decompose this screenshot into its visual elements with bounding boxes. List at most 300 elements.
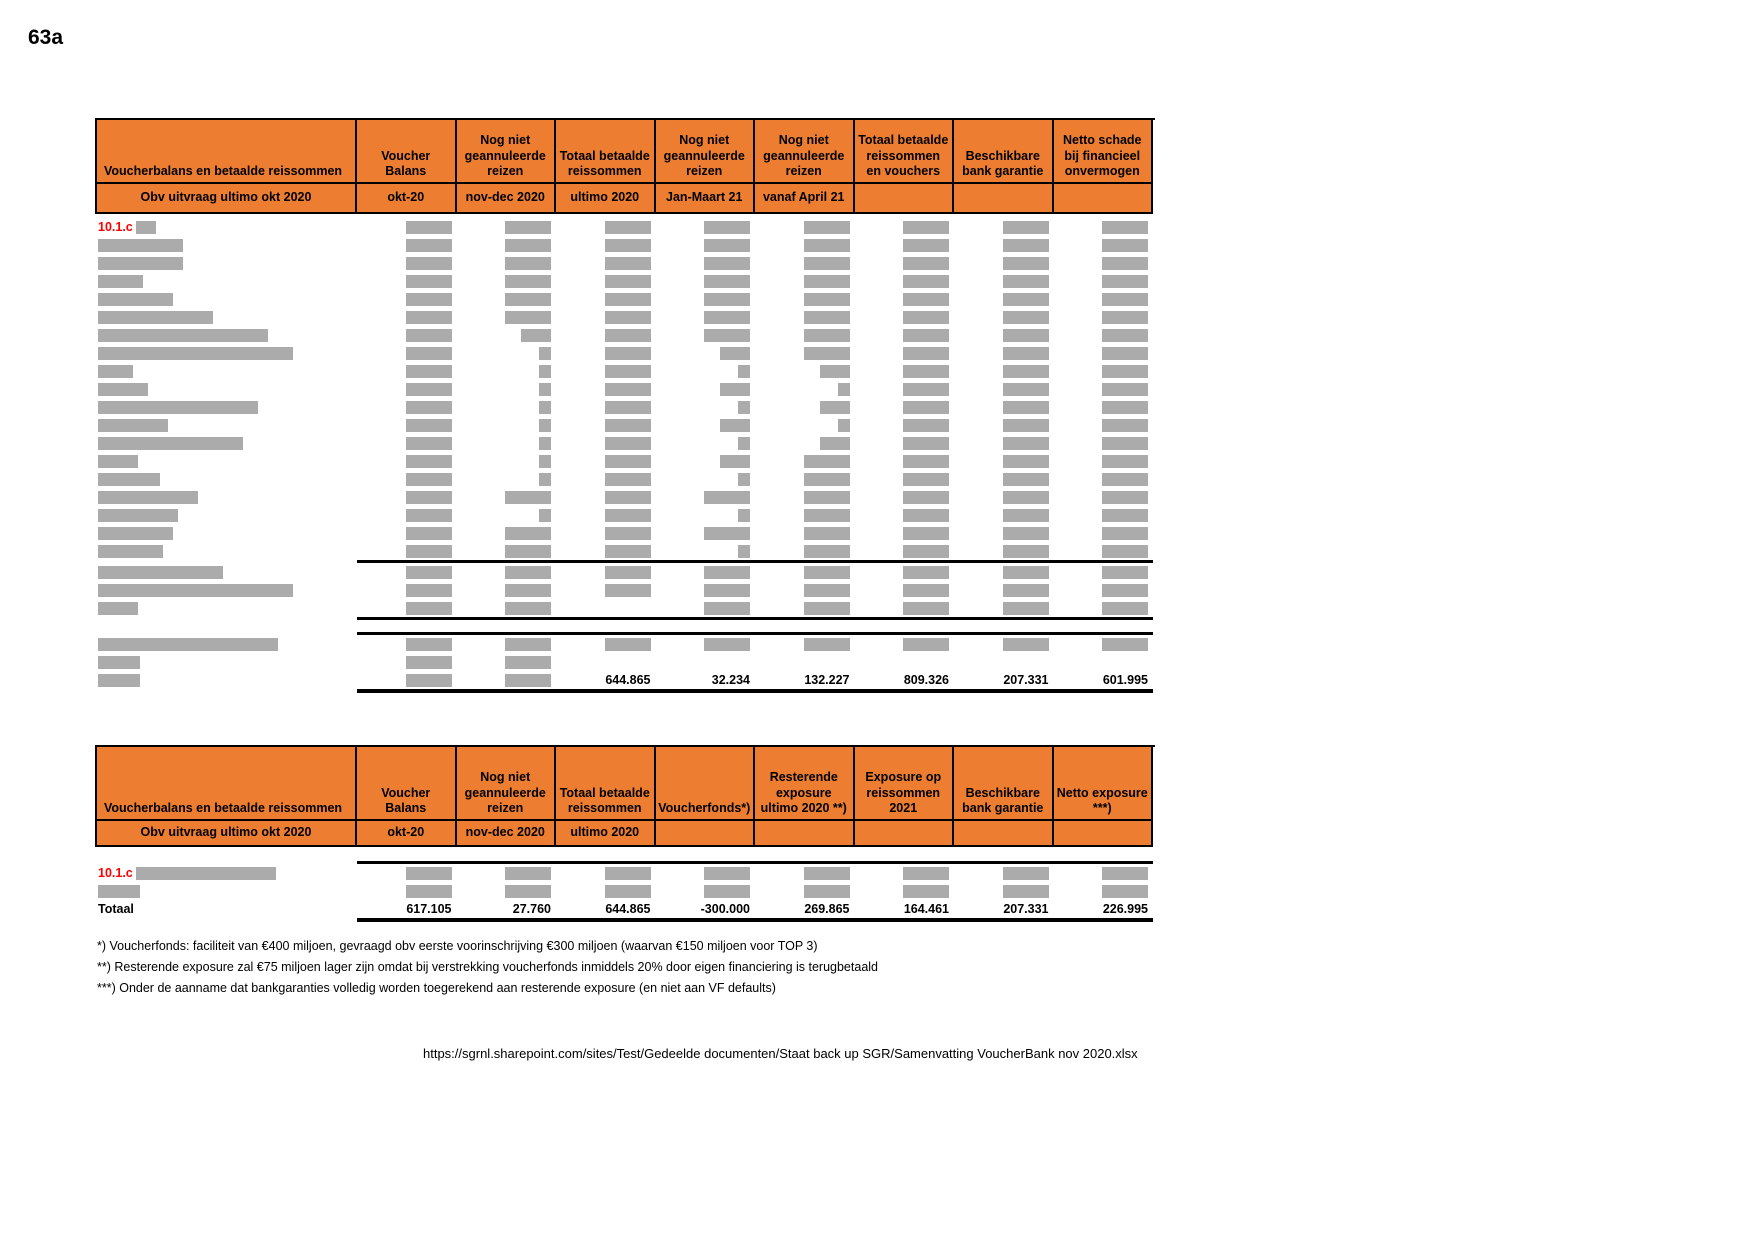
redacted-value-bar xyxy=(406,674,452,687)
column-header-title-7: Exposure op reissommen 2021 xyxy=(855,747,955,821)
value-cell xyxy=(656,344,756,362)
redacted-value-bar xyxy=(505,275,551,288)
table-voucherbalans-detail xyxy=(95,118,1155,693)
value-cell xyxy=(457,452,557,470)
value-cell xyxy=(954,599,1054,617)
redacted-value-bar xyxy=(605,437,651,450)
redacted-value-bar xyxy=(406,584,452,597)
value-cell xyxy=(556,344,656,362)
value-cell xyxy=(855,581,955,599)
total-value: 164.461 xyxy=(903,902,949,916)
column-header-title-1: Voucherbalans en betaalde reissommen xyxy=(97,120,357,184)
redacted-value-bar xyxy=(406,491,452,504)
redacted-value-bar xyxy=(1003,347,1049,360)
name-cell xyxy=(97,272,357,290)
value-cell xyxy=(556,900,656,918)
column-header-title-9: Netto schade bij financieel onvermogen xyxy=(1054,120,1154,184)
value-cell xyxy=(357,635,457,653)
value-cell xyxy=(954,524,1054,542)
value-cell xyxy=(357,398,457,416)
redacted-value-bar xyxy=(406,275,452,288)
column-header-sub-2: okt-20 xyxy=(357,821,457,847)
name-cell xyxy=(97,326,357,344)
redacted-value-bar xyxy=(1102,455,1148,468)
redacted-value-bar xyxy=(903,401,949,414)
value-cell xyxy=(357,488,457,506)
redacted-value-bar xyxy=(521,329,551,342)
total-value: 207.331 xyxy=(1003,673,1049,687)
redacted-value-bar xyxy=(704,239,750,252)
value-cell xyxy=(755,900,855,918)
column-header-sub-7 xyxy=(855,184,955,214)
value-cell xyxy=(855,416,955,434)
redacted-value-bar xyxy=(903,239,949,252)
name-cell xyxy=(97,882,357,900)
redacted-value-bar xyxy=(605,257,651,270)
value-cell xyxy=(457,524,557,542)
name-cell xyxy=(97,398,357,416)
value-cell xyxy=(755,470,855,488)
redacted-value-bar xyxy=(903,867,949,880)
name-cell xyxy=(97,900,357,918)
value-cell xyxy=(755,563,855,581)
redacted-value-bar xyxy=(804,311,850,324)
column-header-title-1: Voucherbalans en betaalde reissommen xyxy=(97,747,357,821)
redacted-name-bar xyxy=(98,545,163,558)
redacted-value-bar xyxy=(406,311,452,324)
redacted-value-bar xyxy=(720,455,750,468)
redacted-value-bar xyxy=(1102,473,1148,486)
column-header-sub-6: vanaf April 21 xyxy=(755,184,855,214)
redacted-value-bar xyxy=(605,293,651,306)
redacted-name-bar xyxy=(98,347,293,360)
column-header-title-2: Voucher Balans xyxy=(357,747,457,821)
value-cell xyxy=(1054,380,1154,398)
total-row-label: Totaal xyxy=(98,902,134,916)
table-row xyxy=(97,524,1155,542)
column-header-sub-8 xyxy=(954,184,1054,214)
redacted-value-bar xyxy=(406,509,452,522)
redacted-value-bar xyxy=(1102,275,1148,288)
redacted-value-bar xyxy=(505,491,551,504)
value-cell xyxy=(556,599,656,617)
value-cell xyxy=(954,653,1054,671)
value-cell xyxy=(357,272,457,290)
redacted-value-bar xyxy=(605,365,651,378)
redacted-value-bar xyxy=(505,311,551,324)
value-cell xyxy=(656,488,756,506)
value-cell xyxy=(954,671,1054,689)
total-value: 269.865 xyxy=(804,902,850,916)
redacted-value-bar xyxy=(1003,419,1049,432)
redacted-value-bar xyxy=(605,509,651,522)
table-row xyxy=(97,398,1155,416)
value-cell xyxy=(357,524,457,542)
value-cell xyxy=(1054,236,1154,254)
value-cell xyxy=(656,236,756,254)
redacted-value-bar xyxy=(505,545,551,558)
redacted-value-bar xyxy=(903,437,949,450)
value-cell xyxy=(954,563,1054,581)
value-cell xyxy=(954,344,1054,362)
total-value: 226.995 xyxy=(1102,902,1148,916)
redacted-value-bar xyxy=(903,638,949,651)
value-cell xyxy=(855,506,955,524)
value-cell xyxy=(656,362,756,380)
redacted-value-bar xyxy=(539,383,551,396)
redacted-name-bar xyxy=(98,527,173,540)
value-cell xyxy=(556,882,656,900)
value-cell xyxy=(855,272,955,290)
value-cell xyxy=(1054,326,1154,344)
table-exposure-summary xyxy=(95,745,1155,922)
value-cell xyxy=(357,236,457,254)
redacted-value-bar xyxy=(804,545,850,558)
redacted-name-bar xyxy=(98,365,133,378)
redacted-value-bar xyxy=(738,365,750,378)
redacted-value-bar xyxy=(605,275,651,288)
value-cell xyxy=(656,900,756,918)
redacted-value-bar xyxy=(1003,509,1049,522)
redacted-value-bar xyxy=(903,885,949,898)
redacted-value-bar xyxy=(406,401,452,414)
value-cell xyxy=(556,380,656,398)
redacted-value-bar xyxy=(1102,329,1148,342)
value-cell xyxy=(656,380,756,398)
redacted-value-bar xyxy=(704,329,750,342)
column-header-sub-6 xyxy=(755,821,855,847)
value-cell xyxy=(457,488,557,506)
value-cell xyxy=(357,380,457,398)
redacted-name-bar xyxy=(98,419,168,432)
redacted-value-bar xyxy=(720,347,750,360)
name-cell xyxy=(97,380,357,398)
redacted-value-bar xyxy=(406,437,452,450)
value-cell xyxy=(1054,488,1154,506)
value-cell xyxy=(855,308,955,326)
value-cell xyxy=(556,506,656,524)
redacted-value-bar xyxy=(1003,311,1049,324)
value-cell xyxy=(556,452,656,470)
redacted-value-bar xyxy=(605,527,651,540)
column-header-title-8: Beschikbare bank garantie xyxy=(954,747,1054,821)
redacted-value-bar xyxy=(505,527,551,540)
redacted-value-bar xyxy=(1102,638,1148,651)
redacted-name-bar xyxy=(98,257,183,270)
redacted-value-bar xyxy=(605,221,651,234)
page-number-label: 63a xyxy=(28,26,64,49)
redacted-value-bar xyxy=(804,638,850,651)
redacted-value-bar xyxy=(704,257,750,270)
name-cell xyxy=(97,236,357,254)
name-cell xyxy=(97,416,357,434)
value-cell xyxy=(457,864,557,882)
value-cell xyxy=(1054,864,1154,882)
footnotes xyxy=(97,936,878,999)
value-cell xyxy=(656,326,756,344)
table-row xyxy=(97,254,1155,272)
redacted-value-bar xyxy=(406,419,452,432)
redacted-value-bar xyxy=(406,473,452,486)
redacted-value-bar xyxy=(406,885,452,898)
name-cell xyxy=(97,599,357,617)
name-cell xyxy=(97,563,357,581)
value-cell xyxy=(755,488,855,506)
table-row xyxy=(97,218,1155,236)
total-value: -300.000 xyxy=(700,902,750,916)
value-cell xyxy=(556,488,656,506)
value-cell xyxy=(755,380,855,398)
redacted-value-bar xyxy=(406,638,452,651)
value-cell xyxy=(855,635,955,653)
value-cell xyxy=(1054,434,1154,452)
value-cell xyxy=(656,452,756,470)
table-row xyxy=(97,488,1155,506)
redacted-name-bar xyxy=(98,674,140,687)
column-header-sub-2: okt-20 xyxy=(357,184,457,214)
table1-section-totals xyxy=(97,635,1155,689)
total-value: 207.331 xyxy=(1003,902,1049,916)
redacted-value-bar xyxy=(406,383,452,396)
name-cell xyxy=(97,362,357,380)
value-cell xyxy=(954,326,1054,344)
table-row xyxy=(97,326,1155,344)
value-cell xyxy=(954,488,1054,506)
table-row xyxy=(97,599,1155,617)
redacted-value-bar xyxy=(1102,365,1148,378)
value-cell xyxy=(954,290,1054,308)
redacted-value-bar xyxy=(406,347,452,360)
redacted-value-bar xyxy=(903,473,949,486)
value-cell xyxy=(457,635,557,653)
redacted-value-bar xyxy=(1102,491,1148,504)
value-cell xyxy=(656,524,756,542)
spacer xyxy=(97,851,1155,861)
value-cell xyxy=(357,900,457,918)
redacted-value-bar xyxy=(738,473,750,486)
redacted-value-bar xyxy=(738,437,750,450)
table-row xyxy=(97,563,1155,581)
value-cell xyxy=(755,581,855,599)
value-cell xyxy=(1054,308,1154,326)
redacted-value-bar xyxy=(1003,365,1049,378)
value-cell xyxy=(855,254,955,272)
redacted-name-bar xyxy=(98,293,173,306)
value-cell xyxy=(1054,599,1154,617)
redacted-value-bar xyxy=(704,527,750,540)
redacted-value-bar xyxy=(1102,239,1148,252)
table1-header xyxy=(95,118,1155,214)
column-header-sub-1: Obv uitvraag ultimo okt 2020 xyxy=(97,184,357,214)
redacted-value-bar xyxy=(505,293,551,306)
value-cell xyxy=(755,290,855,308)
redacted-value-bar xyxy=(804,602,850,615)
column-header-sub-5: Jan-Maart 21 xyxy=(656,184,756,214)
value-cell xyxy=(1054,290,1154,308)
redacted-value-bar xyxy=(605,491,651,504)
redacted-name-bar xyxy=(98,239,183,252)
value-cell xyxy=(755,218,855,236)
redacted-value-bar xyxy=(704,584,750,597)
value-cell xyxy=(755,326,855,344)
redacted-value-bar xyxy=(704,602,750,615)
value-cell xyxy=(755,254,855,272)
value-cell xyxy=(357,290,457,308)
value-cell xyxy=(357,671,457,689)
column-header-title-5: Voucherfonds*) xyxy=(656,747,756,821)
redacted-value-bar xyxy=(1003,275,1049,288)
name-cell xyxy=(97,864,357,882)
redacted-value-bar xyxy=(704,275,750,288)
value-cell xyxy=(656,506,756,524)
table-row xyxy=(97,236,1155,254)
redacted-value-bar xyxy=(539,437,551,450)
redacted-value-bar xyxy=(1003,602,1049,615)
redacted-value-bar xyxy=(1003,566,1049,579)
value-cell xyxy=(656,254,756,272)
value-cell xyxy=(556,524,656,542)
value-cell xyxy=(357,506,457,524)
table-row xyxy=(97,272,1155,290)
value-cell xyxy=(457,308,557,326)
column-header-title-4: Totaal betaalde reissommen xyxy=(556,120,656,184)
table-row xyxy=(97,653,1155,671)
column-header-title-3: Nog niet geannuleerde reizen xyxy=(457,120,557,184)
value-cell xyxy=(357,581,457,599)
column-header-sub-3: nov-dec 2020 xyxy=(457,184,557,214)
table-row xyxy=(97,900,1155,918)
redacted-value-bar xyxy=(605,885,651,898)
value-cell xyxy=(457,563,557,581)
value-cell xyxy=(457,581,557,599)
table-row xyxy=(97,506,1155,524)
name-cell xyxy=(97,434,357,452)
value-cell xyxy=(656,218,756,236)
value-cell xyxy=(855,488,955,506)
value-cell xyxy=(855,542,955,560)
redacted-name-bar xyxy=(136,221,156,234)
redacted-value-bar xyxy=(1102,347,1148,360)
value-cell xyxy=(1054,900,1154,918)
spacer xyxy=(97,620,1155,632)
value-cell xyxy=(656,653,756,671)
value-cell xyxy=(656,272,756,290)
redacted-value-bar xyxy=(720,419,750,432)
value-cell xyxy=(755,506,855,524)
value-cell xyxy=(357,308,457,326)
redacted-value-bar xyxy=(820,401,850,414)
value-cell xyxy=(556,398,656,416)
value-cell xyxy=(656,671,756,689)
redacted-value-bar xyxy=(505,638,551,651)
value-cell xyxy=(556,470,656,488)
value-cell xyxy=(1054,254,1154,272)
redacted-value-bar xyxy=(406,221,452,234)
redacted-value-bar xyxy=(1003,257,1049,270)
redacted-value-bar xyxy=(1003,221,1049,234)
table-row xyxy=(97,452,1155,470)
table2-body xyxy=(97,847,1155,922)
redacted-value-bar xyxy=(1102,602,1148,615)
value-cell xyxy=(1054,344,1154,362)
redacted-value-bar xyxy=(1003,545,1049,558)
value-cell xyxy=(954,452,1054,470)
value-cell xyxy=(954,900,1054,918)
redacted-name-bar xyxy=(98,885,140,898)
redacted-value-bar xyxy=(903,584,949,597)
redacted-name-bar xyxy=(98,566,223,579)
redacted-value-bar xyxy=(605,566,651,579)
redacted-value-bar xyxy=(1102,527,1148,540)
value-cell xyxy=(556,362,656,380)
table-row xyxy=(97,416,1155,434)
column-header-title-6: Nog niet geannuleerde reizen xyxy=(755,120,855,184)
redacted-value-bar xyxy=(505,867,551,880)
table2-rows xyxy=(97,864,1155,918)
value-cell xyxy=(755,236,855,254)
redacted-value-bar xyxy=(1003,401,1049,414)
redacted-value-bar xyxy=(903,293,949,306)
value-cell xyxy=(755,599,855,617)
total-value: 601.995 xyxy=(1102,673,1148,687)
column-header-title-6: Resterende exposure ultimo 2020 **) xyxy=(755,747,855,821)
name-cell xyxy=(97,506,357,524)
redacted-name-bar xyxy=(98,656,140,669)
value-cell xyxy=(357,542,457,560)
redaction-ground-label: 10.1.c xyxy=(98,865,133,880)
redacted-value-bar xyxy=(406,239,452,252)
footnote-3: ***) Onder de aanname dat bankgaranties volledig worden toegerekend aan resterende exposure (en niet aan VF defaults) xyxy=(97,981,776,995)
redacted-value-bar xyxy=(605,584,651,597)
redacted-value-bar xyxy=(1102,867,1148,880)
redacted-value-bar xyxy=(1003,885,1049,898)
redacted-value-bar xyxy=(804,584,850,597)
redacted-value-bar xyxy=(804,221,850,234)
value-cell xyxy=(1054,272,1154,290)
value-cell xyxy=(1054,506,1154,524)
value-cell xyxy=(457,882,557,900)
value-cell xyxy=(556,236,656,254)
column-header-title-9: Netto exposure ***) xyxy=(1054,747,1154,821)
redacted-value-bar xyxy=(804,527,850,540)
value-cell xyxy=(855,653,955,671)
value-cell xyxy=(457,653,557,671)
value-cell xyxy=(457,218,557,236)
value-cell xyxy=(1054,542,1154,560)
value-cell xyxy=(855,864,955,882)
redacted-value-bar xyxy=(406,566,452,579)
name-cell xyxy=(97,290,357,308)
value-cell xyxy=(954,542,1054,560)
value-cell xyxy=(855,563,955,581)
redacted-value-bar xyxy=(903,419,949,432)
column-header-title-2: Voucher Balans xyxy=(357,120,457,184)
redacted-value-bar xyxy=(1102,293,1148,306)
redacted-value-bar xyxy=(804,566,850,579)
redacted-value-bar xyxy=(1003,867,1049,880)
table-row xyxy=(97,635,1155,653)
value-cell xyxy=(1054,470,1154,488)
table-row xyxy=(97,882,1155,900)
redacted-name-bar xyxy=(98,383,148,396)
value-cell xyxy=(755,362,855,380)
table-row xyxy=(97,864,1155,882)
table-row xyxy=(97,434,1155,452)
redacted-value-bar xyxy=(1102,509,1148,522)
redacted-value-bar xyxy=(1102,545,1148,558)
value-cell xyxy=(556,272,656,290)
column-header-title-3: Nog niet geannuleerde reizen xyxy=(457,747,557,821)
